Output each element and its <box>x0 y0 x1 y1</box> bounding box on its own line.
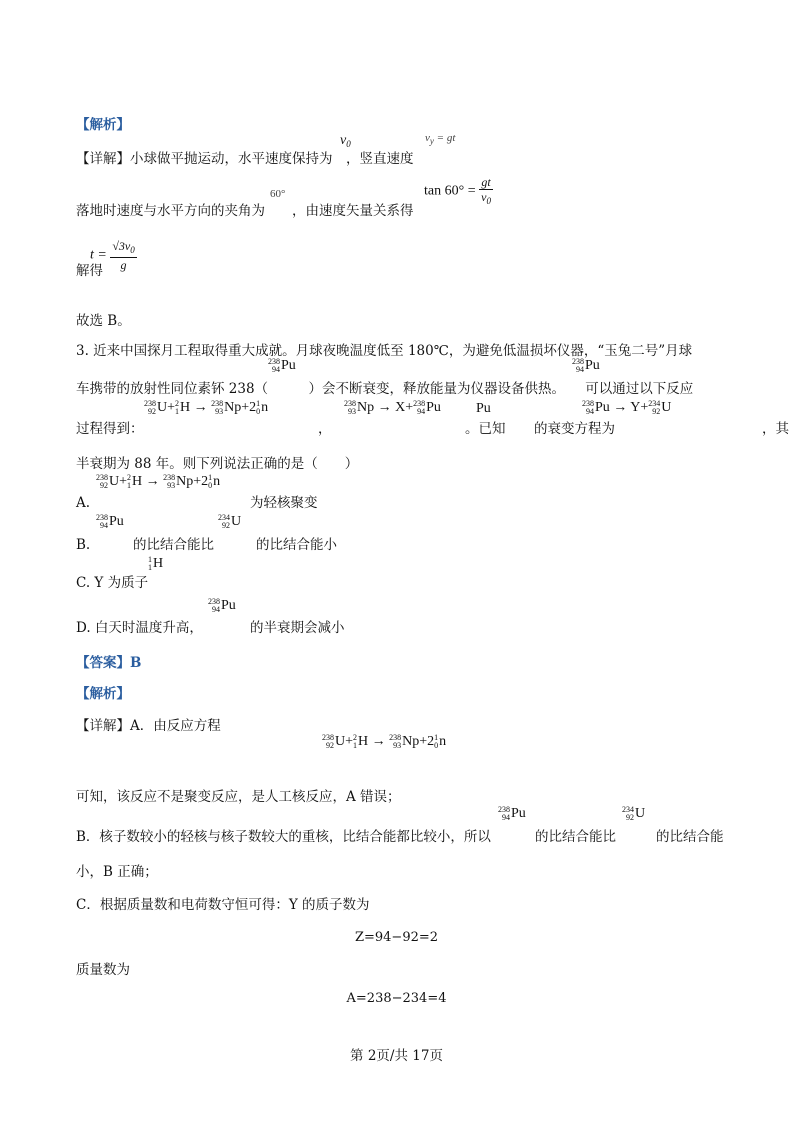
page-footer: 第 2页/共 17页 <box>350 1048 443 1064</box>
math-option-c-h: 1 1 H <box>148 555 164 572</box>
option-d-text-1: D. 白天时温度升高， <box>76 620 203 636</box>
option-b-label: B. <box>76 537 91 553</box>
math-centered-reaction: 238 92 U+ 2 1 H → 238 93 Np+2 1 0 n <box>322 733 447 750</box>
option-b-text-1: 的比结合能比 <box>133 537 214 553</box>
question-3-line-2: 车携带的放射性同位素钚 238（ ）会不断衰变，释放能量为仪器设备供热。 可以通过以下反应 <box>76 381 694 397</box>
solve-label: 解得 <box>76 263 103 279</box>
math-reaction-2: 238 93 Np → X+ 238 94 Pu <box>344 399 441 416</box>
option-d-text-2: 的半衰期会减小 <box>250 620 345 636</box>
option-b-text-2: 的比结合能小 <box>256 537 337 553</box>
detail-a-line: 【详解】A．由反应方程 <box>76 718 221 734</box>
math-option-d-pu: 238 94 Pu <box>208 597 236 614</box>
detail-c-line: C．根据质量数和电荷数守恒可得：Y 的质子数为 <box>76 897 370 913</box>
question-3-line-3b: ， <box>318 421 332 437</box>
math-tan60: tan 60° = $\frac{gt}{v_0}$ <box>424 175 491 206</box>
math-vy-gt: $v_y$ = gt <box>425 132 456 146</box>
math-option-b-pu: 238 94 Pu <box>96 513 124 530</box>
choice-b-line: 故选 B。 <box>76 313 131 329</box>
option-a-text: 为轻核聚变 <box>250 495 318 511</box>
detail-line-1: 【详解】小球做平抛运动，水平速度保持为 ，竖直速度 <box>76 151 414 167</box>
math-b-pu: 238 94 Pu <box>498 805 526 822</box>
math-t-solution: t = $\frac{√3v_0}{g}$ <box>90 239 135 272</box>
detail-b-line-1c: 的比结合能 <box>656 829 724 845</box>
question-3-line-3a: 过程得到： <box>76 421 144 437</box>
math-pu: Pu <box>476 401 491 416</box>
math-pu-238-a: 238 94 Pu <box>268 357 296 374</box>
question-3-line-3d: 的衰变方程为 <box>534 421 615 437</box>
math-reaction-3: 238 94 Pu → Y+ 234 92 U <box>582 399 672 416</box>
detail-a-conclusion: 可知，该反应不是聚变反应，是人工核反应，A 错误； <box>76 789 401 805</box>
math-pu-238-b: 238 94 Pu <box>572 357 600 374</box>
math-option-a-reaction: 238 92 U+ 2 1 H → 238 93 Np+2 1 0 n <box>96 473 221 490</box>
option-c-text: C. Y 为质子 <box>76 575 149 591</box>
section-answer: 【答案】B <box>76 655 142 671</box>
math-60deg: 60° <box>270 188 286 200</box>
math-option-b-u: 234 92 U <box>218 513 242 530</box>
equation-a: A=238−234=4 <box>346 991 447 1006</box>
question-3-line-1: 3. 近来中国探月工程取得重大成就。月球夜晚温度低至 180℃，为避免低温损坏仪器，“玉兔二号”月球 <box>76 343 693 359</box>
option-a-label: A. <box>76 495 91 511</box>
detail-b-line-2: 小，B 正确； <box>76 864 158 880</box>
question-3-line-4: 半衰期为 88 年。则下列说法正确的是（ ） <box>76 456 359 472</box>
equation-z: Z=94−92=2 <box>354 930 439 945</box>
section-analysis: 【解析】 <box>76 117 130 133</box>
detail-b-line-1b: 的比结合能比 <box>535 829 616 845</box>
detail-b-line-1a: B．核子数较小的轻核与核子数较大的重核，比结合能都比较小，所以 <box>76 829 491 845</box>
math-reaction-1: 238 92 U+ 2 1 H → 238 93 Np+2 1 0 n <box>144 399 269 416</box>
detail-line-2: 落地时速度与水平方向的夹角为 ，由速度矢量关系得 <box>76 203 414 219</box>
math-v0: $v_0$ <box>340 133 351 149</box>
question-3-line-3e: ，其 <box>762 421 789 437</box>
section-analysis-2: 【解析】 <box>76 686 130 702</box>
math-b-u: 234 92 U <box>622 805 646 822</box>
mass-number-label: 质量数为 <box>76 962 130 978</box>
question-3-line-3c: 。已知 <box>465 421 506 437</box>
